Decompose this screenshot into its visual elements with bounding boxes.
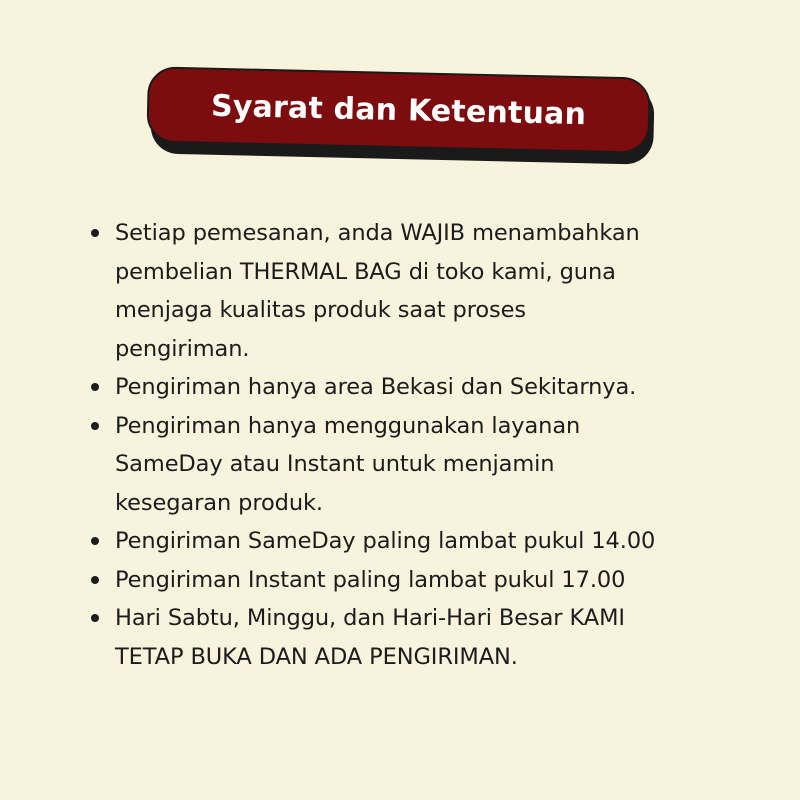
term-text-line: TETAP BUKA DAN ADA PENGIRIMAN. xyxy=(115,643,518,670)
term-item xyxy=(90,561,750,600)
term-item xyxy=(90,599,750,676)
term-text-line: kesegaran produk. xyxy=(115,489,323,516)
term-text-line: pembelian THERMAL BAG di toko kami, guna xyxy=(115,258,616,285)
term-text-line: menjaga kualitas produk saat proses xyxy=(115,297,527,323)
bullet-dot xyxy=(91,537,99,545)
bullet-dot xyxy=(91,576,99,584)
bullet-dot xyxy=(91,229,99,237)
bullet-dot xyxy=(91,422,99,430)
term-text-line: SameDay atau Instant untuk menjamin xyxy=(115,451,555,477)
page-title: Syarat dan Ketentuan xyxy=(210,88,587,132)
term-text-line: Pengiriman hanya area Bekasi dan Sekitarnya. xyxy=(115,374,637,400)
term-item xyxy=(90,368,750,407)
bullet-dot xyxy=(91,614,99,622)
term-item xyxy=(90,522,750,561)
term-text-line: Hari Sabtu, Minggu, dan Hari-Hari Besar KAMI xyxy=(115,605,625,631)
term-text-line: Pengiriman hanya menggunakan layanan xyxy=(115,412,581,439)
term-item xyxy=(90,214,750,368)
term-text-line: Pengiriman Instant paling lambat pukul 17.00 xyxy=(115,566,626,593)
term-item xyxy=(90,407,750,523)
term-text-line: Setiap pemesanan, anda WAJIB menambahkan xyxy=(115,220,640,246)
term-text-line: Pengiriman SameDay paling lambat pukul 14.00 xyxy=(115,528,656,554)
terms-list xyxy=(90,214,750,676)
title-banner xyxy=(146,66,653,161)
title-banner-body xyxy=(146,66,651,153)
term-text-line: pengiriman. xyxy=(115,335,250,362)
bullet-dot xyxy=(91,383,99,391)
